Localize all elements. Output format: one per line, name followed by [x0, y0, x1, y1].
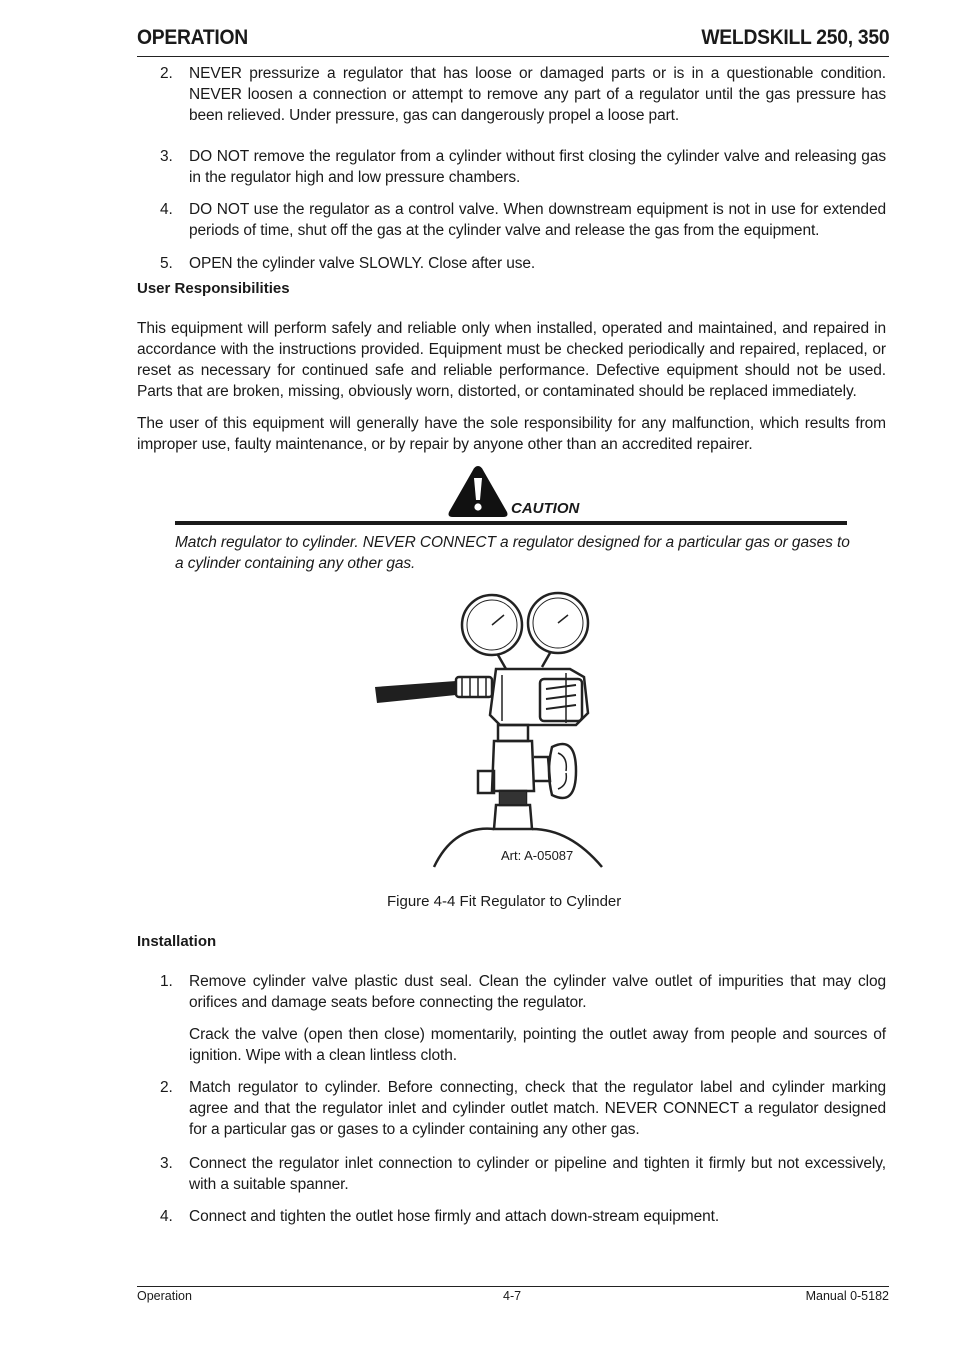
manual-number: Manual 0-5182 [805, 1289, 889, 1303]
item-number: 3. [160, 1155, 173, 1172]
item-text: NEVER pressurize a regulator that has loose or damaged parts or is in a questionable condition. NEVER loosen a connection or attempt to remove any part of a regulator until the gas pressure has been relieved. Under pressure, gas can dangerously propel a loose part. [189, 65, 886, 124]
item-text: DO NOT use the regulator as a control valve. When downstream equipment is not in use for extended periods of time, shut off the gas at the cylinder valve and release the gas from the equipment. [189, 201, 886, 239]
item-number: 2. [160, 65, 173, 82]
item-number: 4. [160, 1208, 173, 1225]
item-number: 1. [160, 973, 173, 990]
list-item [160, 1077, 886, 1140]
caution-label: CAUTION [511, 500, 580, 517]
item-text: Connect the regulator inlet connection to cylinder or pipeline and tighten it firmly but not excessively, with a suitable spanner. [189, 1155, 886, 1193]
item-text: Remove cylinder valve plastic dust seal. Clean the cylinder valve outlet of impurities that may clog orifices and damage seats before connecting the regulator. [189, 973, 886, 1011]
section-title: OPERATION [137, 26, 248, 49]
list-item [160, 146, 886, 188]
list-item [160, 199, 886, 241]
item-number: 5. [160, 255, 173, 272]
figure-caption: Figure 4-4 Fit Regulator to Cylinder [387, 893, 622, 910]
list-item [160, 1153, 886, 1195]
product-title: WELDSKILL 250, 350 [701, 26, 889, 49]
footer-section: Operation [137, 1289, 192, 1303]
regulator-illustration [370, 585, 620, 870]
caution-text: Match regulator to cylinder. NEVER CONNECT a regulator designed for a particular gas or gases to a cylinder containing any other gas. [175, 534, 850, 572]
section-heading: User Responsibilities [137, 280, 290, 297]
item-text: Crack the valve (open then close) momentarily, pointing the outlet away from people and sources of ignition. Wipe with a clean lintless cloth. [189, 1026, 886, 1064]
item-number: 2. [160, 1079, 173, 1096]
list-item [160, 1206, 886, 1227]
list-item [160, 253, 886, 274]
section-heading: Installation [137, 933, 217, 950]
item-text: Connect and tighten the outlet hose firmly and attach down-stream equipment. [189, 1208, 720, 1225]
item-text: Match regulator to cylinder. Before connecting, check that the regulator label and cylinder marking agree and that the regulator inlet and cylinder outlet match. NEVER CONNECT a regulator designed for a particular gas or gases to a cylinder containing any other gas. [189, 1079, 886, 1138]
caution-rule [175, 521, 847, 525]
item-number: 3. [160, 148, 173, 165]
paragraph: This equipment will perform safely and reliable only when installed, operated and maintained, and repaired in accordance with the instructions provided. Equipment must be checked periodically and repaired, replaced, or reset as necessary for continued safe and reliable performance. Defective equipment should not be used. Parts that are broken, missing, obviously worn, distorted, or contaminated should be replaced immediately. [137, 320, 886, 400]
page-number: 4-7 [503, 1289, 522, 1303]
paragraph: The user of this equipment will generally have the sole responsibility for any malfunction, which results from improper use, faulty maintenance, or by repair by anyone other than an accredited repairer. [137, 415, 886, 453]
list-item [160, 63, 886, 126]
art-code: Art: A-05087 [501, 848, 574, 863]
item-text: OPEN the cylinder valve SLOWLY. Close after use. [189, 255, 536, 272]
item-text: DO NOT remove the regulator from a cylinder without first closing the cylinder valve and releasing gas in the regulator high and low pressure chambers. [189, 148, 886, 186]
page-footer [137, 1286, 889, 1307]
page-header [137, 26, 889, 57]
item-number: 4. [160, 201, 173, 218]
warning-icon [447, 464, 509, 518]
list-item [160, 971, 886, 1066]
